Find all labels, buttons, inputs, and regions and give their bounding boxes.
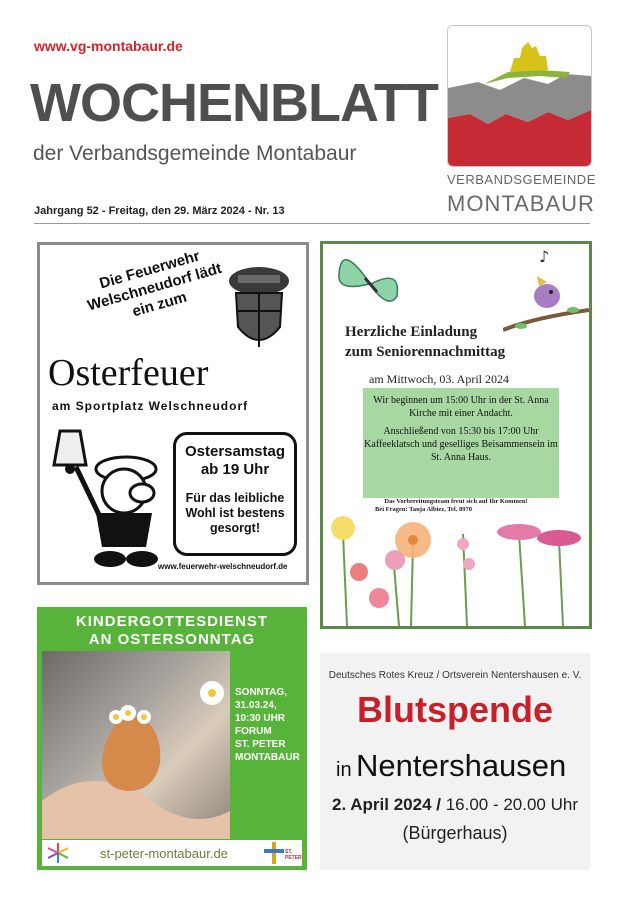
ad-senioren-note-1: Das Vorbereitungsteam freut sich auf Ihr Kommen! [384, 498, 528, 505]
ad-osterfeuer-food-line2: Wohl ist bestens [185, 506, 285, 520]
flowers-illustration-icon [323, 514, 589, 626]
cross-logo-icon [264, 842, 284, 864]
ad-senioren-heading-2: zum Seniorennachmittag [345, 344, 506, 360]
svg-text:♪: ♪ [539, 247, 550, 266]
colorful-star-icon [46, 842, 70, 864]
ad-seniorennachmittag [320, 241, 592, 629]
bird-on-branch-icon [503, 246, 589, 336]
vg-montabaur-logo [447, 25, 592, 167]
ad-kinder-photo [42, 651, 230, 839]
ad-blutspende [320, 653, 590, 870]
ad-kindergottesdienst [37, 607, 307, 870]
firefighter-mascot-icon [46, 421, 171, 571]
ad-kinder-info-town: MONTABAUR [235, 752, 300, 763]
ad-blut-location [336, 748, 566, 784]
ad-osterfeuer [37, 242, 309, 585]
ad-senioren-body-1: Wir beginnen um 15:00 Uhr in der St. Anna Kirche mit einer Andacht. [373, 395, 549, 419]
ad-blut-venue: (Bürgerhaus) [402, 823, 508, 843]
butterfly-icon [335, 248, 405, 310]
fire-helmet-icon [224, 257, 294, 357]
ad-blut-datetime [320, 795, 590, 815]
masthead-title: WOCHENBLATT [30, 73, 438, 133]
ad-kinder-info-day: SONNTAG, [235, 687, 288, 698]
ad-blut-title: Blutspende [356, 689, 553, 730]
ad-kinder-footer [42, 840, 302, 866]
ad-kinder-logo-text: ST. PETER [285, 849, 302, 861]
ad-kinder-info-time: 10:30 UHR [235, 713, 286, 724]
ad-kinder-info-venue: FORUM [235, 726, 272, 737]
header-divider [34, 223, 590, 224]
ad-senioren-date: am Mittwoch, 03. April 2024 [369, 372, 509, 386]
logo-emblem-icon [448, 26, 591, 166]
masthead-subtitle: der Verbandsgemeinde Montabaur [33, 142, 357, 165]
ad-blut-date: 2. April 2024 / [331, 795, 441, 814]
ad-senioren-note-2: Bei Fragen: Tanja Albiez, Tel. 8970 [375, 506, 472, 513]
ad-osterfeuer-bubble [173, 432, 297, 556]
ad-osterfeuer-date-line2: ab 19 Uhr [200, 461, 270, 478]
egg-with-daisies-icon [42, 651, 230, 839]
ad-kinder-url[interactable]: st-peter-montabaur.de [100, 846, 228, 861]
ad-blut-town: Nentershausen [356, 748, 567, 783]
ad-senioren-body-2: Anschließend von 15:30 bis 17:00 Uhr Kaffeeklatsch und geselliges Beisammensein im St. Anna Haus. [364, 426, 558, 463]
ad-senioren-heading-1: Herzliche Einladung [345, 324, 478, 340]
ad-osterfeuer-place: am Sportplatz Welschneudorf [52, 399, 249, 413]
issue-info: Jahrgang 52 - Freitag, den 29. März 2024 - Nr. 13 [34, 205, 285, 217]
ad-kinder-info-parish: ST. PETER [235, 739, 286, 750]
ad-osterfeuer-food-line3: gesorgt! [210, 521, 260, 535]
ad-blut-org: Deutsches Rotes Kreuz / Ortsverein Nentershausen e. V. [328, 670, 582, 681]
ad-osterfeuer-title: Osterfeuer [48, 352, 209, 394]
ad-kinder-title-1: KINDERGOTTESDIENST [75, 613, 269, 630]
logo-text-verbandsgemeinde: VERBANDSGEMEINDE [447, 172, 596, 187]
ad-blut-in: in [336, 759, 352, 781]
site-url-link[interactable]: www.vg-montabaur.de [34, 38, 183, 54]
ad-osterfeuer-food-line1: Für das leibliche [185, 491, 285, 505]
ad-senioren-details [363, 388, 559, 498]
ad-blut-time: 16.00 - 20.00 Uhr [440, 795, 578, 814]
ad-osterfeuer-url[interactable]: www.feuerwehr-welschneudorf.de [158, 562, 288, 571]
logo-text-montabaur: MONTABAUR [447, 191, 595, 216]
ad-osterfeuer-invite: Die Feuerwehr Welschneudorf lädt ein zum [85, 247, 224, 321]
ad-kinder-title-2: AN OSTERSONNTAG [88, 631, 256, 648]
ad-kinder-info-date: 31.03.24, [235, 700, 277, 711]
ad-osterfeuer-date-line1: Ostersamstag [184, 443, 286, 460]
ad-kinder-info [235, 686, 300, 764]
